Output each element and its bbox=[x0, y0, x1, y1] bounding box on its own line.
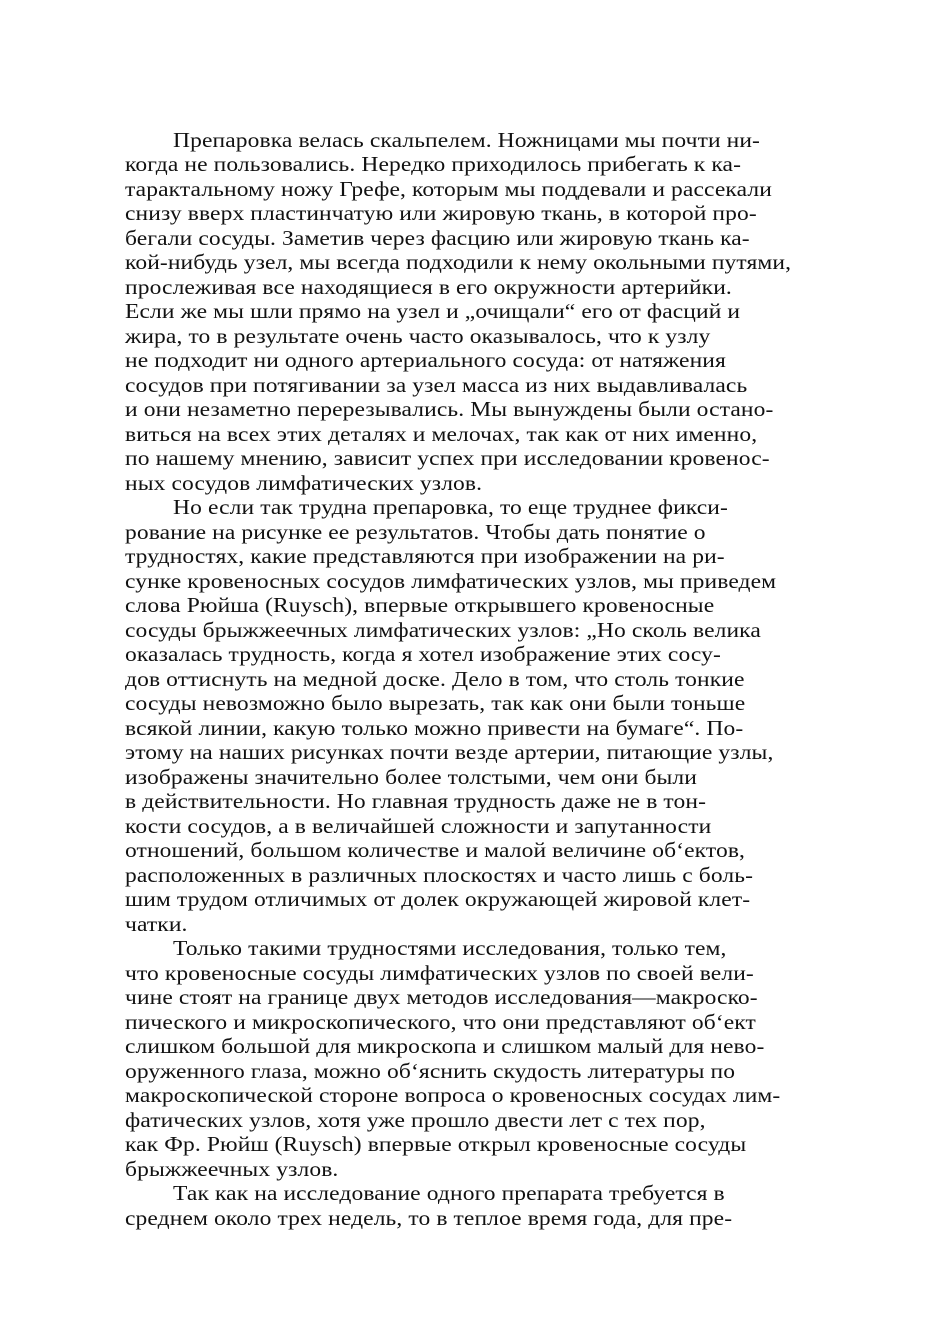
text-line: шим трудом отличимых от долек окружающей жировой клет- bbox=[125, 887, 751, 911]
text-line: рование на рисунке ее результатов. Чтобы дать понятие о bbox=[125, 520, 706, 544]
text-line: изображены значительно более толстыми, чем они были bbox=[125, 765, 697, 789]
text-line: этому на наших рисунках почти везде артерии, питающие узлы, bbox=[125, 740, 774, 764]
text-line: снизу вверх пластинчатую или жировую ткань, в которой про- bbox=[125, 201, 757, 225]
text-line: фатических узлов, хотя уже прошло двести лет с тех пор, bbox=[125, 1108, 706, 1132]
text-line: отношений, большом количестве и малой величине об‘ектов, bbox=[125, 838, 746, 862]
text-line: Препаровка велась скальпелем. Ножницами мы почти ни- bbox=[173, 128, 761, 152]
text-line: пического и микроскопического, что они представляют об‘ект bbox=[125, 1010, 756, 1034]
text-line: сосуды брыжжеечных лимфатических узлов: „Но сколь велика bbox=[125, 618, 761, 642]
text-line: сосуды невозможно было вырезать, так как они были тоньше bbox=[125, 691, 746, 715]
text-line: бегали сосуды. Заметив через фасцию или жировую ткань ка- bbox=[125, 226, 750, 250]
text-line: жира, то в результате очень часто оказывалось, что к узлу bbox=[125, 324, 711, 348]
text-line: и они незаметно перерезывались. Мы вынуждены были остано- bbox=[125, 397, 774, 421]
text-line: Если же мы шли прямо на узел и „очищали“ его от фасций и bbox=[125, 299, 741, 323]
text-line: что кровеносные сосуды лимфатических узлов по своей вели- bbox=[125, 961, 754, 985]
text-line: прослеживая все находящиеся в его окружности артерийки. bbox=[125, 275, 732, 299]
text-line: кой-нибудь узел, мы всегда подходили к нему окольными путями, bbox=[125, 250, 792, 274]
text-line: брыжжеечных узлов. bbox=[125, 1157, 339, 1181]
text-line: Но если так трудна препаровка, то еще труднее фикси- bbox=[173, 495, 728, 519]
text-line: трудностях, какие представляются при изображении на ри- bbox=[125, 544, 725, 568]
text-line: среднем около трех недель, то в теплое время года, для пре- bbox=[125, 1206, 733, 1230]
text-line: слова Рюйша (Ruysch), впервые открывшего кровеносные bbox=[125, 593, 715, 617]
text-line: Только такими трудностями исследования, только тем, bbox=[173, 936, 727, 960]
text-line: всякой линии, какую только можно привести на бумаге“. По- bbox=[125, 716, 744, 740]
text-line: чатки. bbox=[125, 912, 188, 936]
text-line: кости сосудов, а в величайшей сложности и запутанности bbox=[125, 814, 712, 838]
text-line: слишком большой для микроскопа и слишком малый для нево- bbox=[125, 1034, 765, 1058]
text-line: сунке кровеносных сосудов лимфатических узлов, мы приведем bbox=[125, 569, 777, 593]
text-line: чине стоят на границе двух методов исследования—макроско- bbox=[125, 985, 758, 1009]
text-line: когда не пользовались. Нередко приходилось прибегать к ка- bbox=[125, 152, 742, 176]
text-line: дов оттиснуть на медной доске. Дело в том, что столь тонкие bbox=[125, 667, 745, 691]
text-line: оказалась трудность, когда я хотел изображение этих сосу- bbox=[125, 642, 721, 666]
text-line: в действительности. Но главная трудность даже не в тон- bbox=[125, 789, 707, 813]
text-line: виться на всех этих деталях и мелочах, так как от них именно, bbox=[125, 422, 758, 446]
text-line: тарактальному ножу Грефе, которым мы поддевали и рассекали bbox=[125, 177, 772, 201]
text-line: по нашему мнению, зависит успех при исследовании кровенос- bbox=[125, 446, 770, 470]
text-line: расположенных в различных плоскостях и часто лишь с боль- bbox=[125, 863, 754, 887]
text-line: Так как на исследование одного препарата требуется в bbox=[173, 1181, 725, 1205]
text-line: сосудов при потягивании за узел масса из них выдавливалась bbox=[125, 373, 748, 397]
text-line: не подходит ни одного артериального сосуда: от натяжения bbox=[125, 348, 726, 372]
text-line: оруженного глаза, можно об‘яснить скудость литературы по bbox=[125, 1059, 736, 1083]
text-line: макроскопической стороне вопроса о кровеносных сосудах лим- bbox=[125, 1083, 781, 1107]
text-line: ных сосудов лимфатических узлов. bbox=[125, 471, 483, 495]
text-line: как Фр. Рюйш (Ruysch) впервые открыл кровеносные сосуды bbox=[125, 1132, 747, 1156]
